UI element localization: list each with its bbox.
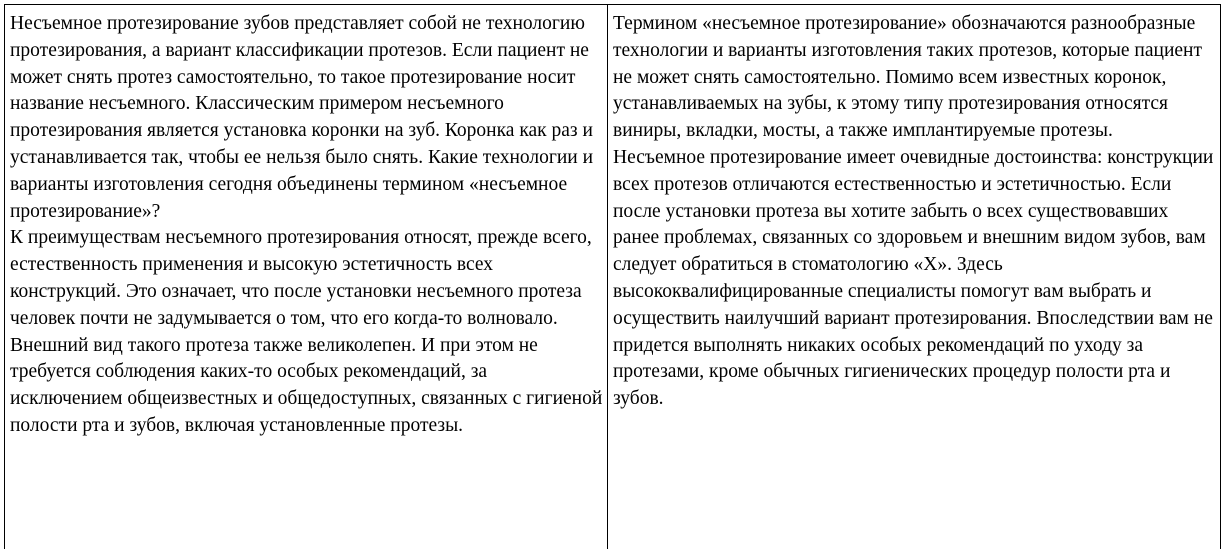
comparison-table xyxy=(4,4,1221,549)
left-paragraph-2: К преимуществам несъемного протезирования относят, прежде всего, естественность применения и высокую эстетичность всех конструкций. Это означает, что после установки несъемного протеза человек почти не задумывается о том, что его когда-то волновало. Внешний вид такого протеза также великолепен. И при этом не требуется соблюдения каких-то особых рекомендаций, за исключением общеизвестных и общедоступных, связанных с гигиеной полости рта и зубов, включая установленные протезы. xyxy=(10,227,603,436)
left-paragraph-1: Несъемное протезирование зубов представляет собой не технологию протезирования, а вариант классификации протезов. Если пациент не может снять протез самостоятельно, то такое протезирование носит название несъемного. Классическим примером несъемного протезирования является установка коронки на зуб. Коронка как раз и устанавливается так, чтобы ее нельзя было снять. Какие технологии и варианты изготовления сегодня объединены термином «несъемное протезирование»? xyxy=(10,13,594,222)
right-column-cell xyxy=(608,5,1221,549)
left-column-cell xyxy=(5,5,608,549)
right-paragraph-1: Термином «несъемное протезирование» обозначаются разнообразные технологии и варианты изготовления таких протезов, которые пациент не может снять самостоятельно. Помимо всем известных коронок, устанавливаемых на зубы, к этому типу протезирования относятся виниры, вкладки, мосты, а также имплантируемые протезы. xyxy=(613,13,1203,142)
right-paragraph-2: Несъемное протезирование имеет очевидные достоинства: конструкции всех протезов отличаются естественностью и эстетичностью. Если после установки протеза вы хотите забыть о всех существовавших ранее проблемах, связанных со здоровьем и внешним видом зубов, вам следует обратиться в стоматологию «Х». Здесь высококвалифицированные специалисты помогут вам выбрать и осуществить наилучший вариант протезирования. Впоследствии вам не придется выполнять никаких особых рекомендаций по уходу за протезами, кроме обычных гигиенических процедур полости рта и зубов. xyxy=(613,146,1214,410)
table-row xyxy=(5,5,1221,549)
